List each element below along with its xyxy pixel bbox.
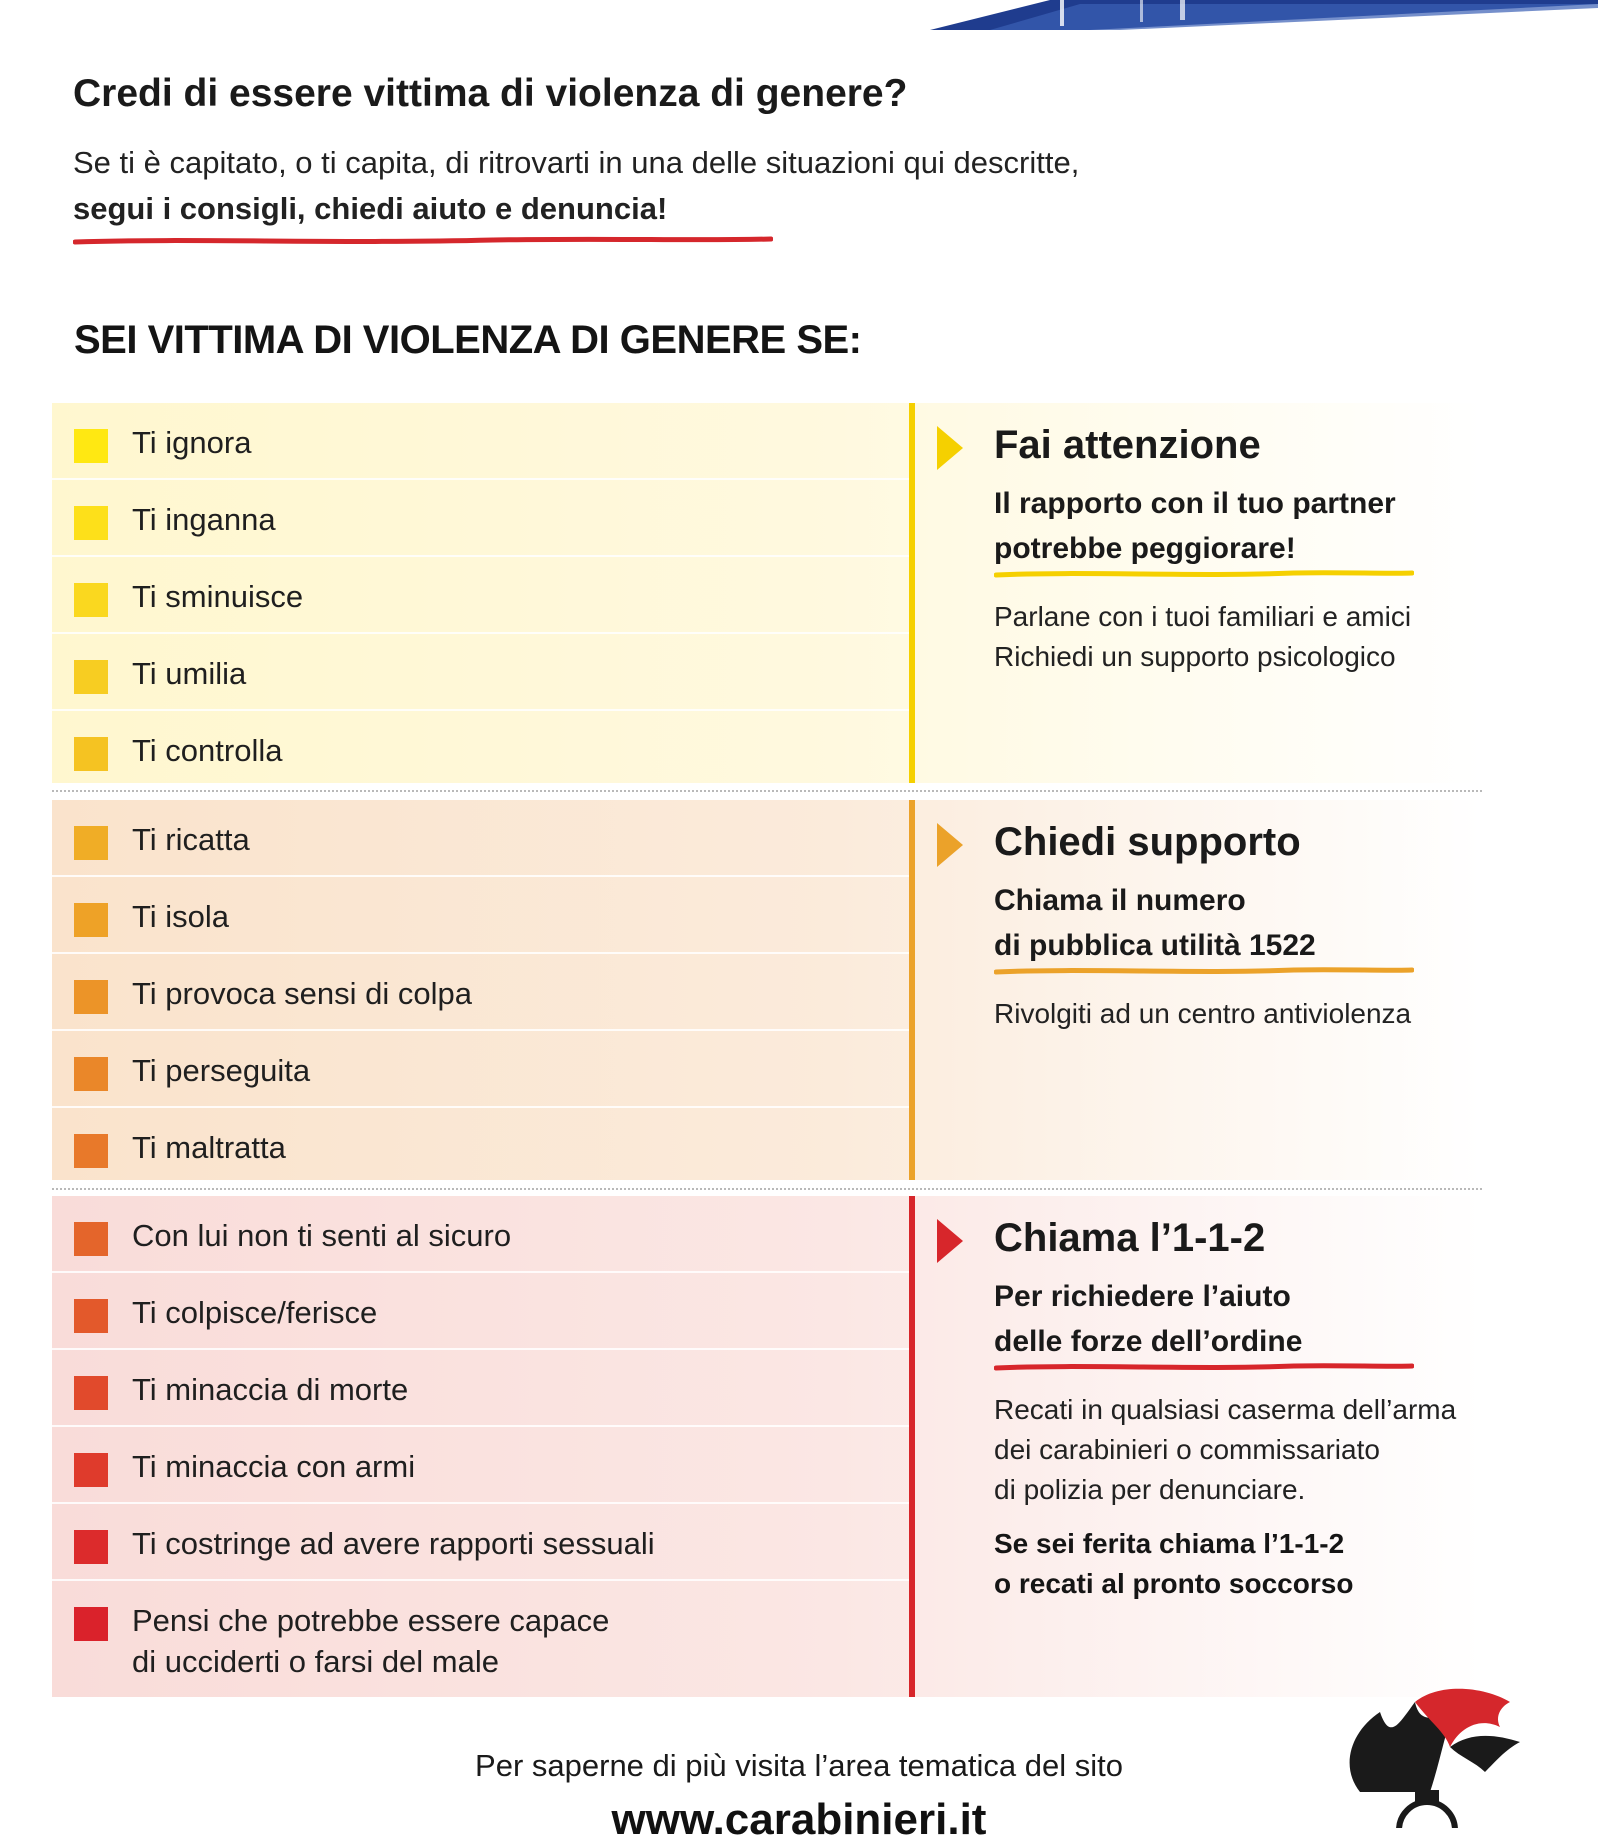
advice-text bbox=[994, 597, 1594, 677]
section-emergency bbox=[52, 1196, 1482, 1697]
list-item-label: Ti costringe ad avere rapporti sessuali bbox=[132, 1526, 655, 1561]
section-heading: SEI VITTIMA DI VIOLENZA DI GENERE SE: bbox=[74, 318, 862, 362]
support-list bbox=[52, 800, 910, 1183]
caution-list bbox=[52, 403, 910, 786]
list-item bbox=[52, 954, 910, 1031]
footer-website-link[interactable]: www.carabinieri.it bbox=[611, 1795, 987, 1844]
advice-bold-line-2: o recati al pronto soccorso bbox=[994, 1568, 1354, 1599]
bullet-square-icon bbox=[74, 903, 108, 937]
advice-subtitle-line-2: di pubblica utilità 1522 bbox=[994, 929, 1316, 962]
list-item-label: Ti isola bbox=[132, 899, 230, 934]
advice-subtitle bbox=[994, 1274, 1594, 1364]
list-item-label: Ti provoca sensi di colpa bbox=[132, 976, 473, 1011]
bullet-square-icon bbox=[74, 1376, 108, 1410]
bullet-square-icon bbox=[74, 1453, 108, 1487]
section-divider-line bbox=[909, 1196, 915, 1697]
page-title: Credi di essere vittima di violenza di genere? bbox=[73, 72, 908, 115]
advice-text-line-1: Rivolgiti ad un centro antiviolenza bbox=[994, 998, 1412, 1029]
list-item-label: Ti colpisce/ferisce bbox=[132, 1295, 378, 1330]
advice-subtitle-line-1: Per richiedere l’aiuto bbox=[994, 1280, 1291, 1313]
bullet-square-icon bbox=[74, 583, 108, 617]
list-item-label-line-1: Pensi che potrebbe essere capace bbox=[132, 1603, 610, 1638]
intro-line-2: segui i consigli, chiedi aiuto e denuncia! bbox=[73, 191, 668, 226]
bullet-square-icon bbox=[74, 506, 108, 540]
triangle-right-icon bbox=[937, 1219, 963, 1263]
list-item-label: Ti ignora bbox=[132, 425, 252, 460]
bullet-square-icon bbox=[74, 660, 108, 694]
bullet-square-icon bbox=[74, 1134, 108, 1168]
advice-subtitle-line-1: Il rapporto con il tuo partner bbox=[994, 487, 1396, 520]
advice-text-line-2: Richiedi un supporto psicologico bbox=[994, 641, 1396, 672]
advice-emergency-note bbox=[994, 1524, 1594, 1604]
bullet-square-icon bbox=[74, 429, 108, 463]
triangle-right-icon bbox=[937, 426, 963, 470]
list-item-label: Ti maltratta bbox=[132, 1130, 286, 1165]
bullet-square-icon bbox=[74, 1299, 108, 1333]
advice-text-line-2: dei carabinieri o commissariato bbox=[994, 1434, 1380, 1465]
list-item-label: Ti umilia bbox=[132, 656, 247, 691]
list-item bbox=[52, 711, 910, 786]
advice-text-line-3: di polizia per denunciare. bbox=[994, 1474, 1306, 1505]
list-item-label: Ti minaccia con armi bbox=[132, 1449, 416, 1484]
list-item bbox=[52, 877, 910, 954]
list-item bbox=[52, 634, 910, 711]
advice-subtitle-line-1: Chiama il numero bbox=[994, 884, 1246, 917]
list-item-label: Ti controlla bbox=[132, 733, 283, 768]
advice-title: Fai attenzione bbox=[994, 423, 1261, 467]
list-item-label: Ti sminuisce bbox=[132, 579, 304, 614]
dotted-separator bbox=[52, 790, 1482, 792]
section-support bbox=[52, 800, 1482, 1180]
advice-subtitle bbox=[994, 481, 1594, 571]
list-item bbox=[52, 1504, 910, 1581]
emergency-advice bbox=[994, 1214, 1594, 1604]
list-item-label: Ti minaccia di morte bbox=[132, 1372, 409, 1407]
advice-bold-line-1: Se sei ferita chiama l’1-1-2 bbox=[994, 1528, 1345, 1559]
top-banner-graphic bbox=[930, 0, 1598, 30]
triangle-right-icon bbox=[937, 823, 963, 867]
bullet-square-icon bbox=[74, 1607, 108, 1641]
advice-subtitle-line-2: delle forze dell’ordine bbox=[994, 1325, 1303, 1358]
list-item-label: Ti ricatta bbox=[132, 822, 250, 857]
list-item-label-line-2: di ucciderti o farsi del male bbox=[132, 1644, 499, 1679]
intro-brush-underline bbox=[73, 235, 773, 247]
advice-text-line-1: Recati in qualsiasi caserma dell’arma bbox=[994, 1394, 1457, 1425]
bullet-square-icon bbox=[74, 826, 108, 860]
list-item bbox=[52, 1273, 910, 1350]
bullet-square-icon bbox=[74, 1222, 108, 1256]
advice-text bbox=[994, 1390, 1594, 1510]
list-item bbox=[52, 1031, 910, 1108]
list-item bbox=[52, 557, 910, 634]
list-item bbox=[52, 1196, 910, 1273]
list-item-label: Ti perseguita bbox=[132, 1053, 311, 1088]
intro-paragraph bbox=[73, 140, 1079, 232]
list-item bbox=[52, 480, 910, 557]
list-item-label: Con lui non ti senti al sicuro bbox=[132, 1218, 512, 1253]
bullet-square-icon bbox=[74, 1057, 108, 1091]
emergency-list bbox=[52, 1196, 910, 1700]
list-item bbox=[52, 403, 910, 480]
bullet-square-icon bbox=[74, 980, 108, 1014]
footer-text: Per saperne di più visita l’area tematica del sito bbox=[475, 1748, 1123, 1783]
advice-title: Chiedi supporto bbox=[994, 820, 1301, 864]
list-item-label bbox=[132, 1600, 609, 1682]
list-item-label: Ti inganna bbox=[132, 502, 276, 537]
support-advice bbox=[994, 818, 1594, 1034]
carabinieri-flame-grenade-logo bbox=[1320, 1672, 1540, 1828]
section-divider-line bbox=[909, 403, 915, 783]
section-divider-line bbox=[909, 800, 915, 1180]
dotted-separator bbox=[52, 1188, 1482, 1190]
list-item bbox=[52, 1108, 910, 1183]
list-item bbox=[52, 800, 910, 877]
section-caution bbox=[52, 403, 1482, 783]
intro-line-1: Se ti è capitato, o ti capita, di ritrovarti in una delle situazioni qui descritte, bbox=[73, 145, 1080, 180]
advice-text bbox=[994, 994, 1594, 1034]
list-item bbox=[52, 1427, 910, 1504]
advice-subtitle bbox=[994, 878, 1594, 968]
list-item bbox=[52, 1581, 910, 1700]
advice-subtitle-line-2: potrebbe peggiorare! bbox=[994, 532, 1296, 565]
list-item bbox=[52, 1350, 910, 1427]
bullet-square-icon bbox=[74, 737, 108, 771]
advice-text-line-1: Parlane con i tuoi familiari e amici bbox=[994, 601, 1412, 632]
advice-title: Chiama l’1-1-2 bbox=[994, 1216, 1266, 1260]
bullet-square-icon bbox=[74, 1530, 108, 1564]
caution-advice bbox=[994, 421, 1594, 677]
